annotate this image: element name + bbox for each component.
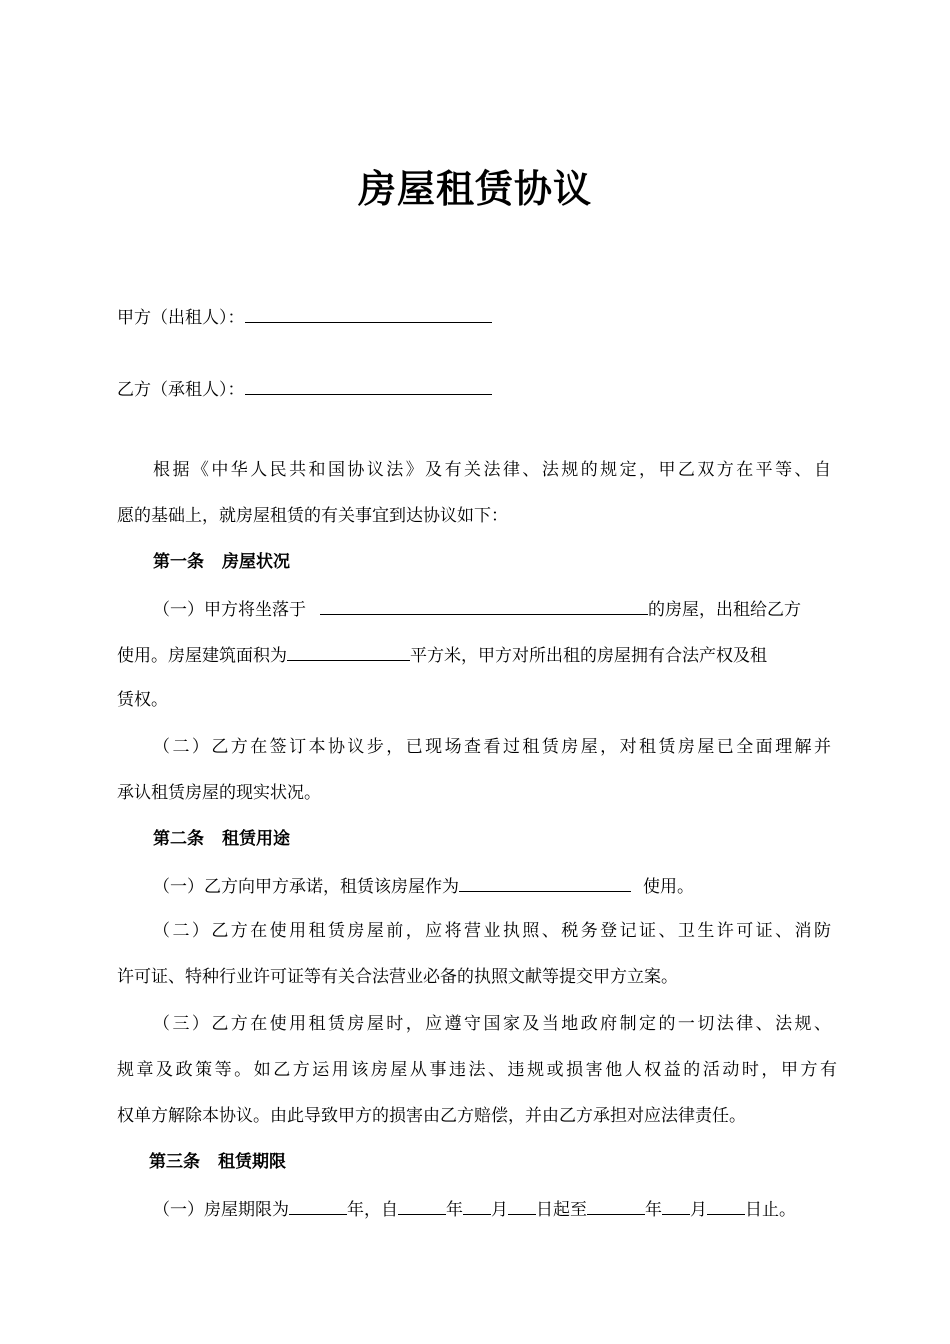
term-text-5: 日起至 — [536, 1200, 587, 1220]
article-1-heading — [153, 550, 873, 574]
area-blank[interactable] — [287, 642, 410, 661]
article-2-p2-line-2: 许可证、特种行业许可证等有关合法营业必备的执照文献等提交甲方立案。 — [117, 967, 678, 987]
article-1-number: 第一条 — [153, 552, 204, 572]
start-day-blank[interactable] — [508, 1196, 536, 1215]
document-title: 房屋租赁协议 — [357, 166, 592, 211]
term-text-7: 月 — [690, 1200, 707, 1220]
article-2-p1-text-b: 使用。 — [643, 877, 694, 897]
party-a-line — [117, 304, 837, 330]
article-2-heading — [153, 827, 873, 851]
article-2-p1-text-a: （一）乙方向甲方承诺，租赁该房屋作为 — [153, 877, 459, 897]
intro-line-2: 愿的基础上，就房屋租赁的有关事宜到达协议如下： — [117, 506, 508, 526]
article-2-name: 租赁用途 — [222, 829, 290, 849]
term-text-4: 月 — [491, 1200, 508, 1220]
party-b-label: 乙方（承租人）： — [117, 380, 245, 400]
term-text-3: 年 — [446, 1200, 463, 1220]
article-2-p3-line-3: 权单方解除本协议。由此导致甲方的损害由乙方赔偿，并由乙方承担对应法律责任。 — [117, 1106, 746, 1126]
article-2-p1-line — [153, 873, 873, 899]
article-1-p1-text-a: （一）甲方将坐落于 — [153, 600, 306, 620]
usage-blank[interactable] — [459, 873, 631, 892]
term-years-blank[interactable] — [289, 1196, 347, 1215]
party-b-line — [117, 376, 837, 402]
article-1-p1-text-d: 平方米，甲方对所出租的房屋拥有合法产权及租 — [410, 646, 767, 666]
article-1-p1-line-2 — [117, 642, 837, 668]
end-day-blank[interactable] — [707, 1196, 745, 1215]
article-3-name: 租赁期限 — [218, 1152, 286, 1172]
article-2-p3-line-2: 规章及政策等。如乙方运用该房屋从事违法、违规或损害他人权益的活动时，甲方有 — [117, 1060, 837, 1080]
term-text-8: 日止。 — [745, 1200, 796, 1220]
term-text-6: 年 — [645, 1200, 662, 1220]
article-2-p2-line-1: （二）乙方在使用租赁房屋前，应将营业执照、税务登记证、卫生许可证、消防 — [153, 921, 831, 941]
article-3-heading — [149, 1150, 869, 1174]
term-text-1: （一）房屋期限为 — [153, 1200, 289, 1220]
start-year-blank[interactable] — [398, 1196, 446, 1215]
article-1-p2-line-2: 承认租赁房屋的现实状况。 — [117, 783, 321, 803]
party-a-label: 甲方（出租人）： — [117, 308, 245, 328]
end-month-blank[interactable] — [662, 1196, 690, 1215]
party-b-blank[interactable] — [245, 376, 492, 395]
article-1-name: 房屋状况 — [222, 552, 290, 572]
article-2-p3-line-1: （三）乙方在使用租赁房屋时，应遵守国家及当地政府制定的一切法律、法规、 — [153, 1014, 831, 1034]
article-1-p1-text-b: 的房屋，出租给乙方 — [648, 600, 801, 620]
start-month-blank[interactable] — [463, 1196, 491, 1215]
article-1-p1-line-1 — [153, 596, 831, 622]
party-a-blank[interactable] — [245, 304, 492, 323]
article-1-p1-text-c: 使用。房屋建筑面积为 — [117, 646, 287, 666]
term-text-2: 年，自 — [347, 1200, 398, 1220]
article-3-p1-line — [153, 1196, 873, 1222]
article-1-p1-line-3: 赁权。 — [117, 690, 168, 710]
location-blank[interactable] — [320, 596, 648, 615]
end-year-blank[interactable] — [587, 1196, 645, 1215]
intro-line-1: 根据《中华人民共和国协议法》及有关法律、法规的规定，甲乙双方在平等、自 — [153, 460, 831, 480]
article-2-number: 第二条 — [153, 829, 204, 849]
article-1-p2-line-1: （二）乙方在签订本协议步，已现场查看过租赁房屋，对租赁房屋已全面理解并 — [153, 737, 831, 757]
article-3-number: 第三条 — [149, 1152, 200, 1172]
